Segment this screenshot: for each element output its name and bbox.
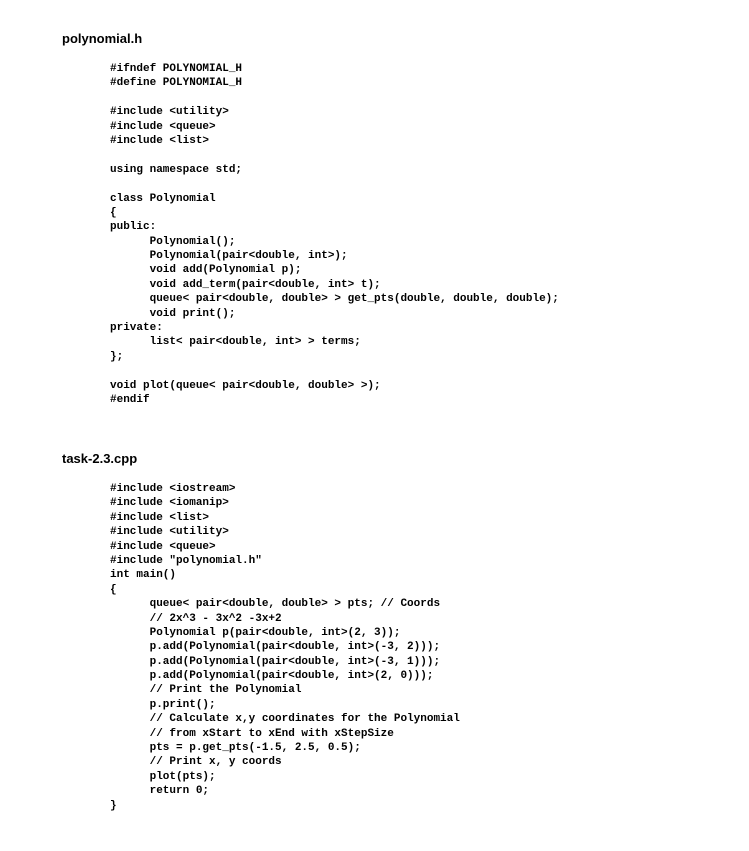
code-line: #endif [110,393,150,406]
code-line: #include <list> [110,511,210,524]
code-line: #include <queue> [110,120,216,133]
task-file-code [110,482,460,813]
code-line: // from xStart to xEnd with xStepSize [110,727,394,740]
code-line: void print(); [110,307,236,320]
code-line: // Calculate x,y coordinates for the Polynomial [110,713,460,726]
code-line: int main() [110,569,177,582]
code-line: #include <iostream> [110,483,236,495]
code-line: Polynomial(pair<double, int>); [110,250,348,263]
code-line: // Print the Polynomial [110,684,302,697]
code-line: plot(pts); [110,770,216,783]
task-file-title: task-2.3.cpp [62,451,138,466]
code-line: #ifndef POLYNOMIAL_H [110,63,243,75]
code-line: p.print(); [110,698,216,711]
code-line: using namespace std; [110,163,243,176]
code-line: #include <iomanip> [110,497,229,510]
code-line: return 0; [110,785,210,798]
code-line: Polynomial(); [110,235,236,248]
code-line: queue< pair<double, double> > pts; // Coords [110,598,441,611]
code-line: private: [110,322,163,335]
code-line: #include <queue> [110,540,216,553]
code-line: p.add(Polynomial(pair<double, int>(2, 0))); [110,670,434,683]
code-line [110,91,559,105]
code-line: queue< pair<double, double> > get_pts(double, double, double); [110,293,559,306]
code-line: void plot(queue< pair<double, double> >); [110,379,381,392]
code-line: void add_term(pair<double, int> t); [110,278,381,291]
header-file-code [110,62,559,407]
code-line: { [110,206,117,219]
code-line: #include <utility> [110,526,229,539]
code-line: #include <list> [110,134,210,147]
code-line: // 2x^3 - 3x^2 -3x+2 [110,612,282,625]
code-line: #define POLYNOMIAL_H [110,77,243,90]
code-line: // Print x, y coords [110,756,282,769]
code-line: { [110,583,117,596]
code-line: list< pair<double, int> > terms; [110,336,361,349]
code-line: void add(Polynomial p); [110,264,302,277]
code-line: p.add(Polynomial(pair<double, int>(-3, 2))); [110,641,441,654]
code-line: #include "polynomial.h" [110,554,262,567]
code-line [110,364,559,378]
code-line [110,177,559,191]
code-line: p.add(Polynomial(pair<double, int>(-3, 1))); [110,655,441,668]
code-line: } [110,799,117,812]
code-line: pts = p.get_pts(-1.5, 2.5, 0.5); [110,742,361,755]
code-line: public: [110,221,157,234]
code-line: }; [110,350,124,363]
code-line [110,148,559,162]
code-line: #include <utility> [110,106,229,119]
code-line: Polynomial p(pair<double, int>(2, 3)); [110,626,401,639]
header-file-title: polynomial.h [62,31,143,46]
code-line: class Polynomial [110,192,216,205]
